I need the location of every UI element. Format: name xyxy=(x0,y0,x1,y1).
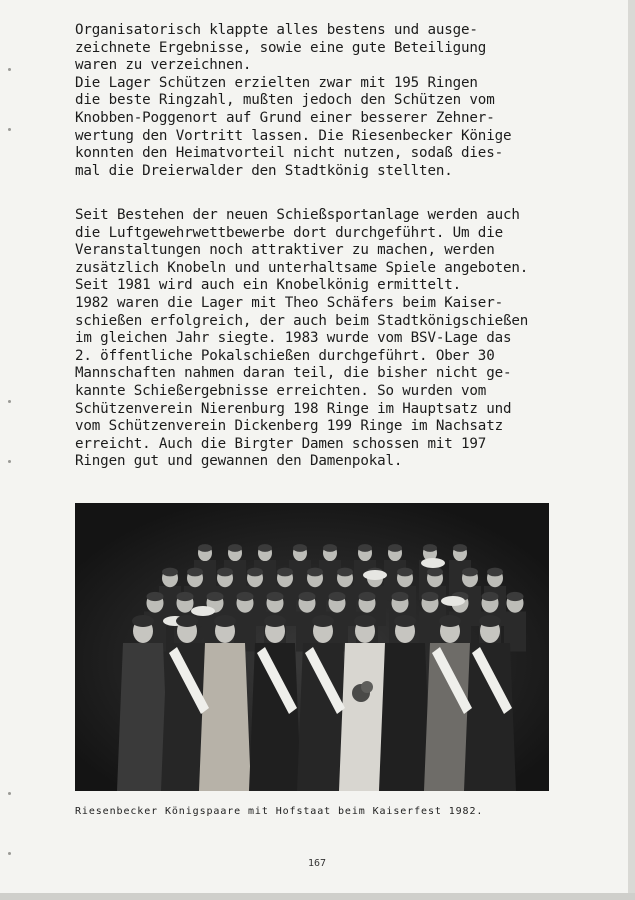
binding-mark xyxy=(8,68,11,71)
page-number: 167 xyxy=(308,858,327,869)
photo-caption: Riesenbecker Königspaare mit Hofstaat beim Kaiserfest 1982. xyxy=(75,806,484,817)
text-line: vom Schützenverein Dickenberg 199 Ringe im Nachsatz xyxy=(75,418,503,435)
text-line: erreicht. Auch die Birgter Damen schossen mit 197 xyxy=(75,435,487,452)
text-line: kannte Schießergebnisse erreichten. So wurden vom xyxy=(75,382,487,399)
group-photo xyxy=(75,503,549,791)
binding-mark xyxy=(8,792,11,795)
text-line: zeichnete Ergebnisse, sowie eine gute Beteiligung xyxy=(75,39,487,56)
binding-mark xyxy=(8,128,11,131)
binding-mark xyxy=(8,400,11,403)
paragraph-2 xyxy=(75,207,565,471)
text-line: Ringen gut und gewannen den Damenpokal. xyxy=(75,453,403,470)
text-line: schießen erfolgreich, der auch beim Stadtkönigschießen xyxy=(75,312,529,329)
text-line: konnten den Heimatvorteil nicht nutzen, sodaß dies- xyxy=(75,145,503,162)
paragraph-1 xyxy=(75,22,565,180)
text-line: Knobben-Poggenort auf Grund einer besserer Zehner- xyxy=(75,109,495,126)
text-line: Seit Bestehen der neuen Schießsportanlage werden auch xyxy=(75,207,520,223)
text-line: Mannschaften nahmen daran teil, die bisher nicht ge- xyxy=(75,365,512,382)
text-line: 1982 waren die Lager mit Theo Schäfers beim Kaiser- xyxy=(75,294,503,311)
text-line: wertung den Vortritt lassen. Die Riesenbecker Könige xyxy=(75,127,512,144)
page-edge xyxy=(628,0,635,900)
text-line: Organisatorisch klappte alles bestens und ausge- xyxy=(75,22,478,38)
text-line: Schützenverein Nierenburg 198 Ringe im Hauptsatz und xyxy=(75,400,512,417)
binding-mark xyxy=(8,852,11,855)
text-line: im gleichen Jahr siegte. 1983 wurde vom BSV-Lage das xyxy=(75,330,512,347)
text-line: zusätzlich Knobeln und unterhaltsame Spiele angeboten. xyxy=(75,259,529,276)
text-line: waren zu verzeichnen. xyxy=(75,57,252,74)
group-photo-illustration xyxy=(75,503,549,791)
text-line: 2. öffentliche Pokalschießen durchgeführt. Ober 30 xyxy=(75,347,495,364)
text-line: die beste Ringzahl, mußten jedoch den Schützen vom xyxy=(75,92,495,109)
text-line: mal die Dreierwalder den Stadtkönig stellten. xyxy=(75,162,453,179)
scan-bottom-shadow xyxy=(0,893,635,900)
text-line: Die Lager Schützen erzielten zwar mit 195 Ringen xyxy=(75,74,478,91)
text-line: Seit 1981 wird auch ein Knobelkönig ermittelt. xyxy=(75,277,462,294)
text-line: die Luftgewehrwettbewerbe dort durchgeführt. Um die xyxy=(75,224,503,241)
text-line: Veranstaltungen noch attraktiver zu machen, werden xyxy=(75,242,495,259)
binding-mark xyxy=(8,460,11,463)
